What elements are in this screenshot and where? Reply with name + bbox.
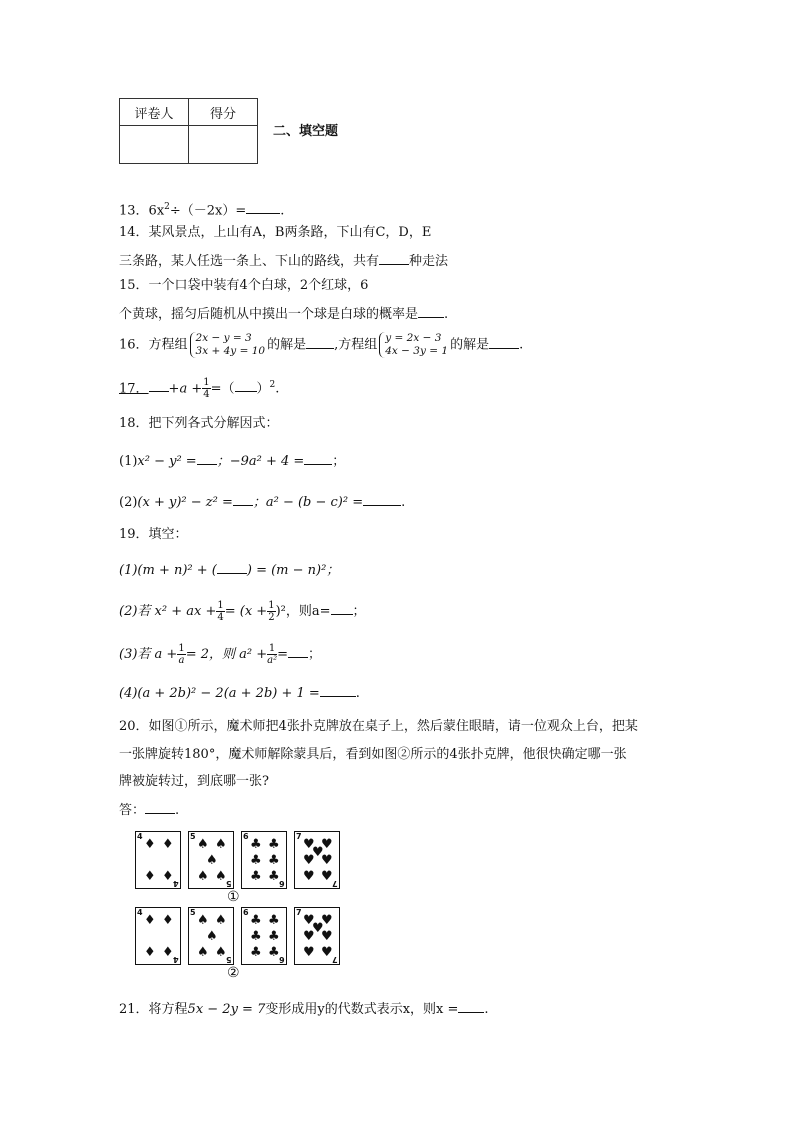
card-rank-bottom: 7 [332, 879, 338, 888]
fraction-numerator: 1 [268, 643, 276, 654]
card-suit-icon: ♦ [162, 945, 174, 960]
playing-card [188, 831, 234, 889]
answer-end: . [175, 803, 180, 818]
fraction-denominator: 4 [203, 389, 210, 401]
card-suit-icon: ♥ [321, 837, 333, 852]
q19-s1-expr2: ) = (m − n)²； [246, 563, 340, 578]
card-suit-icon: ♣ [250, 853, 262, 868]
card-suit-icon: ♥ [321, 869, 333, 884]
score-cell[interactable] [189, 126, 258, 164]
card-suit-icon: ♠ [206, 929, 218, 944]
card-suit-icon: ♥ [303, 837, 315, 852]
card-suit-icon: ♠ [215, 869, 227, 884]
card-rank-bottom: 7 [332, 955, 338, 964]
answer-blank[interactable] [217, 561, 247, 574]
answer-blank[interactable] [145, 801, 175, 814]
grader-header: 评卷人 [120, 99, 189, 126]
q16-end: . [519, 337, 524, 353]
card-suit-icon: ♣ [268, 869, 280, 884]
answer-blank[interactable] [149, 379, 169, 392]
q19-s2-expr2: = (x + [224, 604, 268, 619]
card-suit-icon: ♠ [197, 945, 209, 960]
question-20-line1: 20．如图①所示，魔术师把4张扑克牌放在桌子上，然后蒙住眼睛，请一位观众上台，把某 [119, 719, 638, 734]
card-suit-icon: ♥ [321, 853, 333, 868]
q17-number: 17． [119, 381, 149, 397]
answer-blank[interactable] [197, 452, 217, 465]
card-suit-icon: ♥ [312, 921, 324, 936]
card-suit-icon: ♥ [303, 853, 315, 868]
q16-text3: 的解是 [450, 337, 490, 353]
card-rank-bottom: 5 [226, 879, 232, 888]
q15-text: 个黄球，摇匀后随机从中摸出一个球是白球的概率是 [119, 307, 419, 322]
card-suit-icon: ♥ [303, 945, 315, 960]
q13-exponent: 2 [164, 202, 170, 212]
q16-text2: ,方程组 [334, 337, 378, 353]
question-13 [119, 199, 284, 219]
fraction [202, 377, 210, 400]
fraction [216, 600, 224, 623]
answer-blank[interactable] [331, 602, 353, 615]
q18-p2-expr: (x + y)² − z² = [137, 495, 233, 510]
card-suit-icon: ♠ [206, 853, 218, 868]
q17-exponent: 2 [269, 380, 276, 390]
card-rank-bottom: 4 [173, 879, 179, 888]
answer-blank[interactable] [418, 305, 444, 318]
answer-blank[interactable] [458, 1000, 484, 1013]
card-suit-icon: ♣ [268, 929, 280, 944]
q21-text2: 变形成用y的代数式表示x，则x = [265, 1002, 459, 1017]
card-rank-bottom: 6 [279, 879, 285, 888]
equation-system-1 [190, 332, 266, 358]
card-suit-icon: ♦ [162, 869, 174, 884]
card-suit-icon: ♦ [144, 945, 156, 960]
card-suit-icon: ♠ [197, 913, 209, 928]
playing-card [135, 831, 181, 889]
question-19-title: 19．填空： [119, 527, 188, 542]
q13-number: 13． [119, 203, 149, 219]
fraction-denominator: a [178, 655, 185, 666]
playing-card [241, 907, 287, 965]
question-15-line1: 15．一个口袋中装有4个白球，2个红球，6 [119, 278, 369, 293]
figure-label-1: ① [227, 889, 240, 905]
sys2-eq2: 4x − 3y = 1 [385, 345, 449, 357]
card-suit-icon: ♦ [162, 913, 174, 928]
q18-p2-end: . [401, 495, 406, 510]
card-rank-bottom: 4 [173, 955, 179, 964]
playing-card [294, 831, 340, 889]
question-14-line1: 14．某风景点，上山有A，B两条路，下山有C，D，E [119, 225, 432, 240]
q19-s4-end: . [355, 686, 360, 701]
question-20-line2: 一张牌旋转180°，魔术师解除蒙具后，看到如图②所示的4张扑克牌，他很快确定哪一张 [119, 747, 627, 762]
q13-end: . [280, 203, 285, 219]
q17-end: . [275, 381, 280, 397]
score-header: 得分 [189, 99, 258, 126]
q17-expr: +a + [168, 381, 203, 397]
card-suit-icon: ♣ [250, 945, 262, 960]
card-suit-icon: ♠ [197, 869, 209, 884]
q19-s3-end: ； [308, 647, 322, 662]
fraction-numerator: 1 [178, 643, 185, 654]
q21-equation: 5x − 2y = 7 [187, 1002, 266, 1017]
question-20-answer [119, 801, 179, 819]
fraction-numerator: 1 [203, 377, 210, 389]
card-suit-icon: ♠ [197, 837, 209, 852]
q18-p1-end: ； [332, 454, 346, 469]
answer-label: 答： [119, 803, 146, 818]
q18-p2-label: (2) [119, 495, 138, 510]
equation-system-2 [379, 332, 448, 358]
q14-text: 三条路，某人任选一条上、下山的路线，共有 [119, 254, 380, 269]
card-suit-icon: ♣ [250, 837, 262, 852]
card-suit-icon: ♣ [268, 853, 280, 868]
q16-label: 16．方程组 [119, 337, 188, 353]
q13-expr2: ÷（－2x）= [169, 203, 247, 219]
q19-s3-eq: = [277, 647, 289, 662]
card-suit-icon: ♥ [303, 869, 315, 884]
card-rank: 5 [190, 908, 196, 917]
q17-close: ） [256, 381, 270, 397]
card-suit-icon: ♦ [144, 913, 156, 928]
card-suit-icon: ♥ [303, 913, 315, 928]
q18-p1-expr: x² − y² = [137, 454, 197, 469]
q19-s4-expr: (4)(a + 2b)² − 2(a + 2b) + 1 = [119, 686, 320, 701]
card-rank: 4 [137, 832, 143, 841]
question-18-title: 18．把下列各式分解因式： [119, 416, 279, 431]
q18-p1-expr2: ；−9a² + 4 = [216, 454, 305, 469]
q19-s3-expr: (3)若 a + [119, 647, 178, 662]
question-19-part4 [119, 684, 360, 702]
sys2-eq1: y = 2x − 3 [385, 332, 442, 344]
question-19-part1 [119, 561, 339, 579]
playing-card [241, 831, 287, 889]
card-rank: 6 [243, 832, 249, 841]
question-15-line2 [119, 305, 448, 323]
question-16 [119, 332, 523, 358]
card-rank-bottom: 5 [226, 955, 232, 964]
card-suit-icon: ♣ [250, 929, 262, 944]
section-title: 二、填空题 [273, 124, 339, 139]
q19-s2-end: ； [352, 604, 366, 619]
question-18-part2 [119, 493, 405, 511]
answer-blank[interactable] [363, 493, 401, 506]
card-suit-icon: ♥ [321, 913, 333, 928]
q19-s3-expr2: = 2，则 a² + [185, 647, 268, 662]
q21-text: 21．将方程 [119, 1002, 188, 1017]
grader-cell[interactable] [120, 126, 189, 164]
card-suit-icon: ♣ [250, 913, 262, 928]
question-20-line3: 牌被旋转过，到底哪一张? [119, 774, 269, 789]
card-rank-bottom: 6 [279, 955, 285, 964]
fraction [177, 643, 185, 666]
answer-blank[interactable] [304, 452, 332, 465]
card-rank: 6 [243, 908, 249, 917]
card-suit-icon: ♣ [268, 945, 280, 960]
answer-blank[interactable] [235, 379, 257, 392]
answer-blank[interactable] [288, 645, 308, 658]
playing-card [135, 907, 181, 965]
figure-label-2: ② [227, 965, 240, 981]
sys1-eq2: 3x + 4y = 10 [195, 345, 266, 357]
card-suit-icon: ♣ [268, 913, 280, 928]
answer-blank[interactable] [489, 336, 519, 349]
fraction-numerator: 1 [217, 600, 224, 611]
sys1-eq1: 2x − y = 3 [195, 332, 252, 344]
playing-card [188, 907, 234, 965]
card-suit-icon: ♥ [303, 929, 315, 944]
q21-end: . [484, 1002, 489, 1017]
card-suit-icon: ♦ [162, 837, 174, 852]
card-suit-icon: ♦ [144, 869, 156, 884]
fraction [267, 643, 277, 666]
fraction [267, 600, 275, 623]
playing-card [294, 907, 340, 965]
q13-expr: 6x [148, 203, 165, 219]
card-suit-icon: ♣ [268, 837, 280, 852]
card-suit-icon: ♥ [321, 929, 333, 944]
answer-blank[interactable] [320, 684, 356, 697]
q19-s2-expr3: )²，则a= [275, 604, 331, 619]
question-19-part3 [119, 643, 321, 666]
card-suit-icon: ♠ [215, 837, 227, 852]
q19-s2-expr: (2)若 x² + ax + [119, 604, 217, 619]
q19-s1-expr: (1)(m + n)² + ( [119, 563, 217, 578]
question-14-line2 [119, 252, 448, 270]
card-suit-icon: ♠ [215, 913, 227, 928]
card-suit-icon: ♥ [321, 945, 333, 960]
answer-blank[interactable] [306, 336, 334, 349]
answer-blank[interactable] [379, 252, 409, 265]
card-suit-icon: ♦ [144, 837, 156, 852]
card-rank: 7 [296, 908, 302, 917]
q18-p1-label: (1) [119, 454, 138, 469]
q17-eq: =（ [210, 381, 235, 397]
answer-blank[interactable] [233, 493, 253, 506]
q16-text: 的解是 [267, 337, 307, 353]
card-rank: 5 [190, 832, 196, 841]
card-rank: 7 [296, 832, 302, 841]
card-suit-icon: ♣ [250, 869, 262, 884]
question-17 [119, 377, 279, 400]
q18-p2-expr2: ；a² − (b − c)² = [252, 495, 364, 510]
answer-blank[interactable] [246, 201, 280, 214]
question-21 [119, 1000, 489, 1018]
question-19-part2 [119, 600, 366, 623]
fraction-denominator: 4 [217, 612, 224, 623]
q15-text-end: . [444, 307, 449, 322]
q14-text-end: 种走法 [409, 254, 449, 269]
card-suit-icon: ♠ [215, 945, 227, 960]
fraction-denominator: a² [267, 655, 278, 666]
question-18-part1 [119, 452, 345, 470]
fraction-denominator: 2 [268, 612, 275, 623]
card-rank: 4 [137, 908, 143, 917]
score-table [119, 98, 258, 164]
card-suit-icon: ♥ [312, 845, 324, 860]
fraction-numerator: 1 [268, 600, 275, 611]
